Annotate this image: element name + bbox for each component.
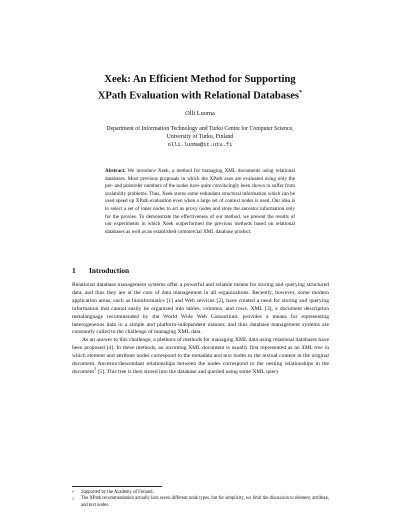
abstract-text: We introduce Xeek, a method for managing XML documents using relational databases. Most previous proposals in which the XPath axes are evaluated using only the pre- and postorder numbers of the nodes have quite convincingly been shown to suffer from scalability problems. Thus, Xeek stores some redundant structural information which can be used speed up XPath evaluation even when a large set of context nodes is used. Our idea is to select a set of inner nodes to act as proxy nodes and store the ancestor information only for the proxies. To demonstrate the effectiveness of our method, we present the results of our experiments in which Xeek outperformed the previous methods based on relational databases as well as an established commercial XML database product. xyxy=(105,168,296,235)
paper-title xyxy=(60,73,340,103)
section-heading xyxy=(72,266,129,275)
footnote-2 xyxy=(72,496,329,509)
author-name: Olli Luoma xyxy=(185,110,215,117)
footnote-1-mark: * xyxy=(72,491,74,495)
author-email: olli.luoma@it.utu.fi xyxy=(167,141,233,148)
abstract-label: Abstract. xyxy=(105,168,126,174)
paragraph-2-part-c: [5]. This tree is then stored into the database and queried using some XML query xyxy=(96,368,279,375)
abstract xyxy=(105,168,295,236)
affiliation-line-2: University of Turku, Finland xyxy=(166,133,234,140)
paragraph-1: Relational database management systems offer a powerful and reliable means for storing and querying structured data, and thus they are at the core of data management in all organizations. Recently, however, some modern application areas, such as bioinformatics [1] and Web services [2], have created a need for storing and querying information that cannot easily be organized into tables, columns, and rows. XML [3], a document description metalanguage recommended by the World Wide Web Consortium, provides a means for representing heterogeneous data in a simple and platform-independent manner, and thus database management systems are constantly called to the challenge of managing XML data. xyxy=(72,282,329,336)
title-footnote-marker: * xyxy=(299,89,303,96)
title-line-2-text: XPath Evaluation with Relational Databases xyxy=(97,90,300,102)
footnote-rule xyxy=(72,486,162,487)
footnotes xyxy=(72,490,329,509)
section-title: Introduction xyxy=(89,266,130,275)
title-line-1: Xeek: An Efficient Method for Supporting xyxy=(104,74,296,85)
affiliation-line-1: Department of Information Technology and Turku Centre for Computer Science, xyxy=(106,126,294,132)
footnote-2-text: The XPath recommendation actually lists seven different node types, but for simplicity, we limit the discussion to element, attribute, and text nodes. xyxy=(81,496,329,508)
paragraph-2 xyxy=(72,337,329,377)
paragraph-2-part-a: As an answer to this challenge, a plethora of methods for managing XML data using relational databases have been proposed [4]. In these methods, an incoming XML document is usually first represented as an xyxy=(72,337,329,352)
title-line-2 xyxy=(60,86,340,103)
affiliation xyxy=(80,126,320,150)
paragraph-2-italic-term: XML tree xyxy=(301,345,323,352)
paragraph-2-part-b: in which element and attribute nodes correspond to the metadata and text nodes to the textual content in the original document. Ancestor/descendant relationships between the nodes correspond to the nesting relationships in the document xyxy=(72,345,329,375)
footnote-2-mark: 1 xyxy=(72,497,74,502)
body-text xyxy=(72,282,329,377)
section-number: 1 xyxy=(72,266,76,275)
footnote-1-text: Supported by the Academy of Finland. xyxy=(81,490,154,495)
footnote-reference-1: 1 xyxy=(94,366,97,372)
